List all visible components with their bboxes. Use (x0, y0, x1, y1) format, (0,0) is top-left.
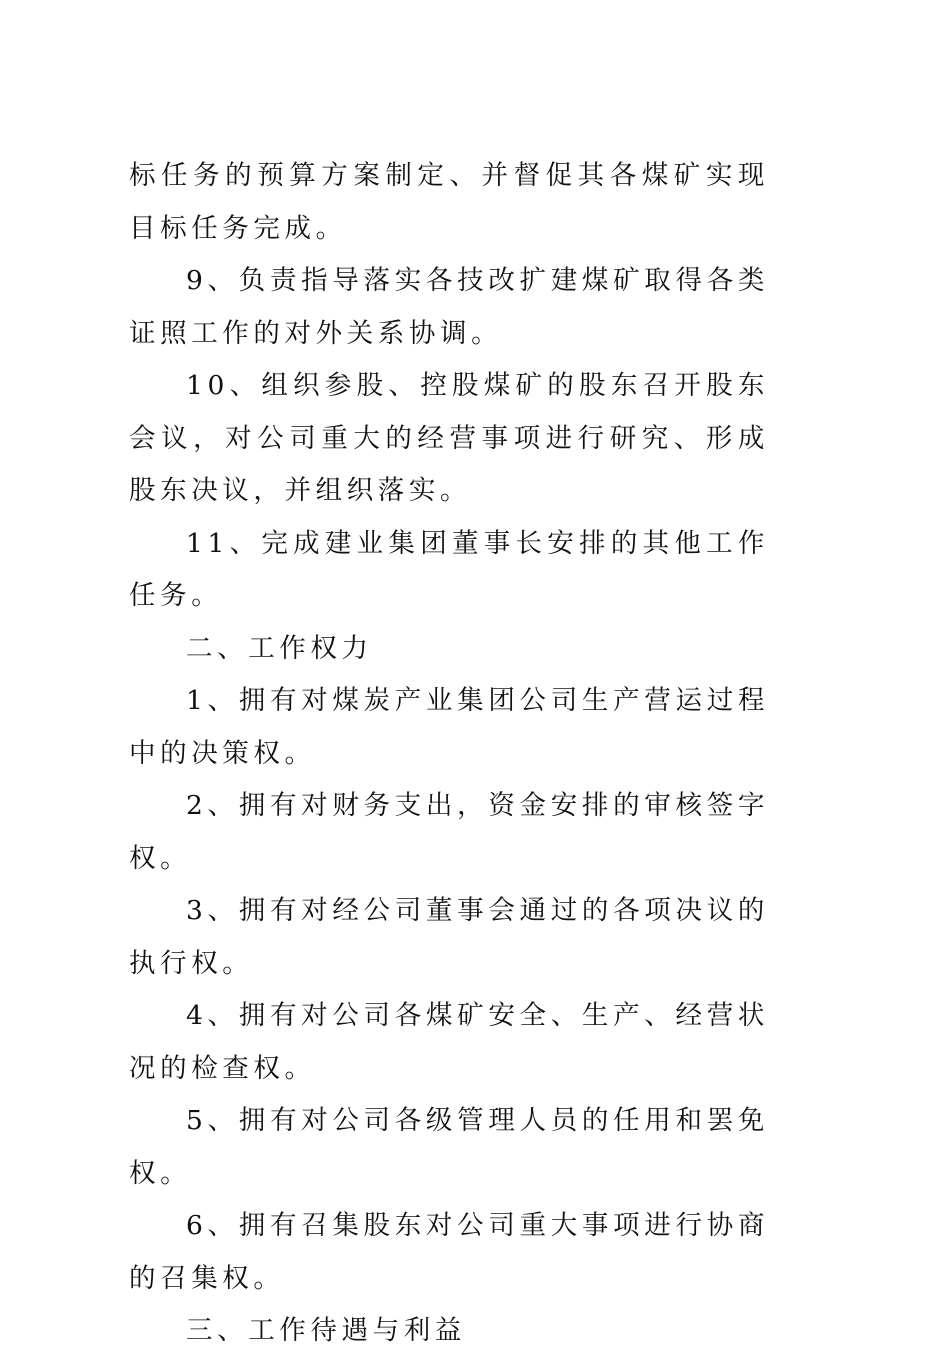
paragraph-authority-1: 1、拥有对煤炭产业集团公司生产营运过程中的决策权。 (129, 685, 769, 769)
paragraph-authority-5: 5、拥有对公司各级管理人员的任用和罢免权。 (129, 1105, 769, 1189)
paragraph-authority-6: 6、拥有召集股东对公司重大事项进行协商的召集权。 (129, 1210, 769, 1294)
paragraph-authority-2: 2、拥有对财务支出，资金安排的审核签字权。 (129, 790, 769, 874)
document-body (129, 150, 769, 1358)
paragraph-item-9: 9、负责指导落实各技改扩建煤矿取得各类证照工作的对外关系协调。 (129, 265, 769, 349)
paragraph-authority-3: 3、拥有对经公司董事会通过的各项决议的执行权。 (129, 895, 769, 979)
paragraph-item-10: 10、组织参股、控股煤矿的股东召开股东会议，对公司重大的经营事项进行研究、形成股东决议，并组织落实。 (129, 370, 769, 506)
paragraph-item-11: 11、完成建业集团董事长安排的其他工作任务。 (129, 527, 769, 611)
section-heading-benefits: 三、工作待遇与利益 (186, 1315, 466, 1346)
section-heading-work-authority: 二、工作权力 (186, 632, 373, 664)
paragraph-continuation: 标任务的预算方案制定、并督促其各煤矿实现目标任务完成。 (129, 160, 769, 244)
paragraph-authority-4: 4、拥有对公司各煤矿安全、生产、经营状况的检查权。 (129, 1000, 769, 1084)
